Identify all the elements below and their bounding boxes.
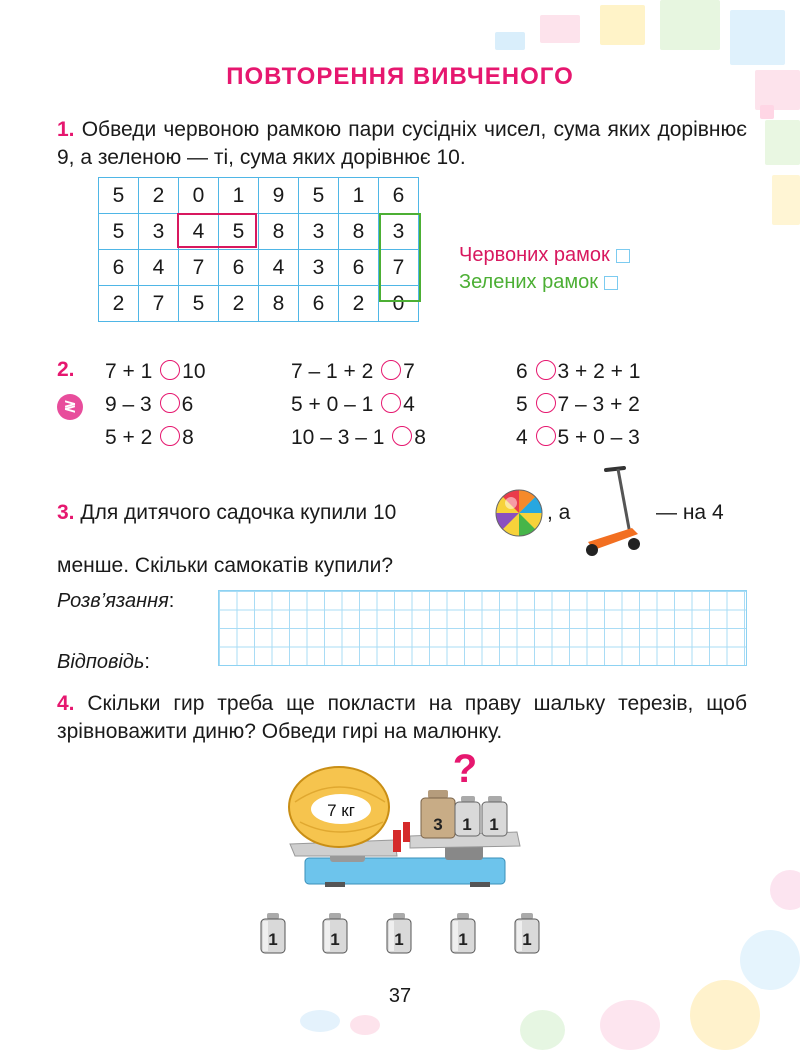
answer-label: Відповідь: (57, 651, 150, 673)
task4-text (57, 690, 747, 746)
task3-text-a: Для дитячого садочка купили 10 (80, 501, 397, 524)
grid-cell[interactable]: 4 (179, 214, 219, 250)
decor-square (600, 5, 645, 45)
comparison: 5 + 2 8 (105, 426, 194, 449)
grid-row (99, 178, 419, 214)
task3-text-c: — на 4 (656, 501, 724, 524)
decor-dot (300, 1010, 340, 1032)
grid-cell[interactable]: 4 (139, 250, 179, 286)
weight-1-icon[interactable] (258, 912, 288, 954)
grid-cell[interactable]: 8 (259, 286, 299, 322)
grid-cell[interactable]: 6 (379, 178, 419, 214)
number-table (98, 177, 419, 322)
grid-cell[interactable]: 6 (299, 286, 339, 322)
grid-cell[interactable]: 5 (99, 214, 139, 250)
comparison: 5 7 – 3 + 2 (516, 393, 640, 416)
page-number: 37 (388, 985, 412, 1007)
grid-cell[interactable]: 3 (379, 214, 419, 250)
decor-dot (770, 870, 800, 910)
weight-1 (482, 796, 507, 836)
grid-cell[interactable]: 8 (339, 214, 379, 250)
weight-1 (455, 796, 480, 836)
comparison: 7 + 1 10 (105, 360, 206, 383)
grid-cell[interactable]: 6 (99, 250, 139, 286)
grid-cell[interactable]: 3 (299, 214, 339, 250)
task2-col2 (291, 355, 426, 454)
task1-instruction: Обведи червоною рамкою пари сусідніх чисел, сума яких дорівнює 9, а зеленою — ті, сума яких дорівнює 10. (57, 118, 747, 169)
grid-cell[interactable]: 5 (219, 214, 259, 250)
green-count-box[interactable] (604, 276, 618, 290)
solution-label: Розв’язання: (57, 590, 175, 612)
comparison: 9 – 3 6 (105, 393, 194, 416)
svg-text:3: 3 (433, 815, 443, 834)
page-title: ПОВТОРЕННЯ ВИВЧЕНОГО (226, 63, 574, 90)
task3-line1 (57, 499, 396, 527)
grid-cell[interactable]: 2 (339, 286, 379, 322)
grid-cell[interactable]: 9 (259, 178, 299, 214)
grid-cell[interactable]: 7 (139, 286, 179, 322)
task4-number: 4. (57, 692, 75, 715)
comparison: 4 5 + 0 – 3 (516, 426, 640, 449)
weight-1-icon[interactable] (512, 912, 542, 954)
task2-number: 2. (57, 358, 75, 381)
svg-text:1: 1 (522, 930, 532, 949)
compare-circle[interactable] (536, 393, 556, 413)
decor-square (660, 0, 720, 50)
red-frame (177, 213, 257, 248)
decor-dot (740, 930, 800, 990)
scale-illustration (285, 752, 530, 887)
decor-square (765, 120, 800, 165)
red-count-box[interactable] (616, 249, 630, 263)
grid-cell[interactable]: 2 (99, 286, 139, 322)
grid-row (99, 250, 419, 286)
weight-3 (421, 790, 455, 838)
svg-text:1: 1 (462, 815, 472, 834)
compare-circle[interactable] (160, 360, 180, 380)
grid-cell[interactable]: 5 (99, 178, 139, 214)
decor-square (760, 105, 774, 119)
grid-cell[interactable]: 7 (379, 250, 419, 286)
compare-circle[interactable] (160, 393, 180, 413)
grid-cell[interactable]: 3 (299, 250, 339, 286)
compare-circle[interactable] (536, 426, 556, 446)
task1-text (57, 116, 747, 172)
task3-number: 3. (57, 501, 75, 524)
red-frames-counter (459, 244, 630, 267)
grid-cell[interactable]: 7 (179, 250, 219, 286)
decor-square (730, 10, 785, 65)
grid-cell[interactable]: 6 (339, 250, 379, 286)
melon-weight-label: 7 кг (327, 801, 355, 820)
compare-circle[interactable] (160, 426, 180, 446)
grid-cell[interactable]: 5 (299, 178, 339, 214)
comparison: 7 – 1 + 2 7 (291, 360, 415, 383)
grid-cell[interactable]: 0 (179, 178, 219, 214)
svg-text:1: 1 (394, 930, 404, 949)
green-frame (379, 213, 421, 302)
grid-cell[interactable]: 2 (139, 178, 179, 214)
grid-cell[interactable]: 5 (179, 286, 219, 322)
grid-cell[interactable]: 1 (339, 178, 379, 214)
weight-1-icon[interactable] (384, 912, 414, 954)
svg-text:1: 1 (489, 815, 499, 834)
task3-text-b: , а (547, 501, 571, 524)
compare-circle[interactable] (392, 426, 412, 446)
comparison: 5 + 0 – 1 4 (291, 393, 415, 416)
green-frames-counter (459, 271, 618, 294)
grid-cell[interactable]: 3 (139, 214, 179, 250)
grid-cell[interactable]: 8 (259, 214, 299, 250)
decor-dot (520, 1010, 565, 1050)
grid-cell[interactable]: 6 (219, 250, 259, 286)
green-frames-label: Зелених рамок (459, 271, 598, 293)
decor-dot (350, 1015, 380, 1035)
compare-sign-icon: ≷ (57, 394, 83, 420)
compare-circle[interactable] (536, 360, 556, 380)
svg-text:1: 1 (330, 930, 340, 949)
comparison: 6 3 + 2 + 1 (516, 360, 641, 383)
grid-cell[interactable]: 1 (219, 178, 259, 214)
solution-writing-grid[interactable] (218, 590, 747, 666)
grid-cell[interactable]: 0 (379, 286, 419, 322)
grid-row (99, 286, 419, 322)
decor-square (495, 32, 525, 50)
scooter-icon (580, 462, 650, 562)
task3-text-d: менше. Скільки самокатів купили? (57, 554, 393, 577)
decor-square (772, 175, 800, 225)
grid-cell[interactable]: 4 (259, 250, 299, 286)
decor-square (540, 15, 580, 43)
weight-1-icon[interactable] (448, 912, 478, 954)
question-mark: ? (452, 752, 478, 791)
red-frames-label: Червоних рамок (459, 244, 610, 266)
grid-cell[interactable]: 2 (219, 286, 259, 322)
task2-col3 (516, 355, 640, 454)
task2-col1 (105, 355, 206, 454)
number-grid (98, 177, 419, 322)
svg-text:1: 1 (268, 930, 278, 949)
task4-instruction: Скільки гир треба ще покласти на праву шальку терезів, щоб зрівноважити диню? Обведи гирі на малюнку. (57, 692, 747, 743)
compare-circle[interactable] (381, 393, 401, 413)
grid-row (99, 214, 419, 250)
weight-1-icon[interactable] (320, 912, 350, 954)
task1-number: 1. (57, 118, 75, 141)
ball-icon (493, 487, 545, 539)
svg-text:1: 1 (458, 930, 468, 949)
compare-circle[interactable] (381, 360, 401, 380)
comparison: 10 – 3 – 1 8 (291, 426, 426, 449)
